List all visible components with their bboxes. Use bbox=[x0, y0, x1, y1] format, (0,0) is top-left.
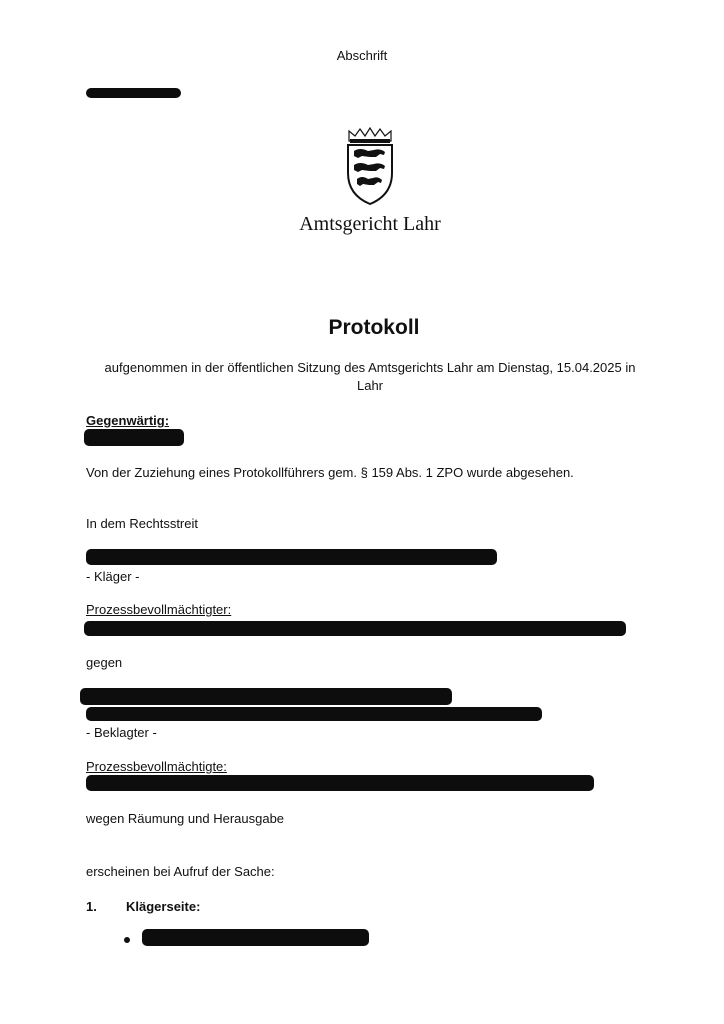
redaction-bar bbox=[84, 621, 626, 636]
bullet-icon bbox=[124, 937, 130, 943]
defendant-counsel-heading: Prozessbevollmächtigte: bbox=[86, 759, 227, 774]
appearance-note: erscheinen bei Aufruf der Sache: bbox=[86, 864, 275, 879]
clerk-note: Von der Zuziehung eines Protokollführers gem. § 159 Abs. 1 ZPO wurde abgesehen. bbox=[86, 465, 574, 480]
defendant-role: - Beklagter - bbox=[86, 725, 157, 740]
redaction-bar bbox=[86, 88, 181, 98]
redaction-bar bbox=[86, 549, 497, 565]
document-title: Protokoll bbox=[328, 316, 420, 339]
redaction-bar bbox=[142, 929, 369, 946]
redaction-bar bbox=[80, 688, 452, 705]
case-intro: In dem Rechtsstreit bbox=[86, 516, 198, 531]
present-heading: Gegenwärtig: bbox=[86, 413, 170, 428]
document-subtitle-line-2: Lahr bbox=[356, 378, 384, 393]
versus-label: gegen bbox=[86, 655, 123, 670]
court-name: Amtsgericht Lahr bbox=[299, 213, 441, 235]
copy-label: Abschrift bbox=[336, 48, 388, 63]
plaintiff-role: - Kläger - bbox=[86, 569, 140, 584]
redaction-bar bbox=[86, 707, 542, 721]
case-subject: wegen Räumung und Herausgabe bbox=[86, 811, 285, 826]
list-label-plaintiff-side: Klägerseite: bbox=[126, 899, 201, 914]
list-number: 1. bbox=[86, 899, 97, 914]
redaction-bar bbox=[84, 429, 184, 446]
plaintiff-counsel-heading: Prozessbevollmächtigter: bbox=[86, 602, 232, 617]
document-subtitle-line-1: aufgenommen in der öffentlichen Sitzung des Amtsgerichts Lahr am Dienstag, 15.04.2025 in bbox=[104, 360, 636, 375]
redaction-bar bbox=[86, 775, 594, 791]
coat-of-arms-icon bbox=[340, 127, 400, 207]
